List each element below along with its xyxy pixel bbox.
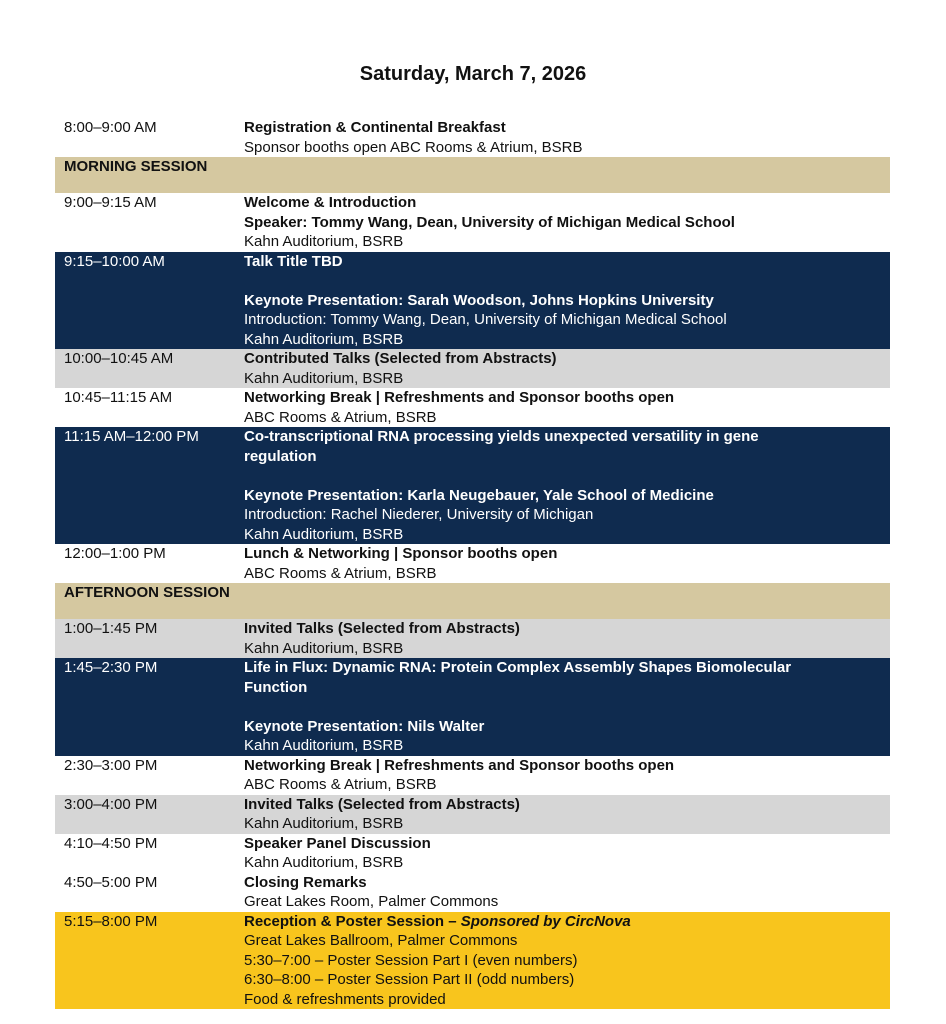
event-title: Networking Break | Refreshments and Sponsor booths open bbox=[244, 756, 675, 774]
time-cell: 1:45–2:30 PM bbox=[64, 659, 158, 676]
event-title: Lunch & Networking | Sponsor booths open bbox=[244, 545, 558, 562]
time-cell: 4:10–4:50 PM bbox=[64, 834, 158, 852]
schedule-row-networking-break-2 bbox=[55, 756, 890, 795]
time-cell: 12:00–1:00 PM bbox=[64, 545, 166, 562]
schedule-row-keynote-woodson bbox=[55, 252, 890, 350]
event-sponsor: Sponsored by CircNova bbox=[460, 912, 631, 930]
schedule-row-closing-remarks bbox=[55, 873, 890, 912]
event-title: Welcome & Introduction bbox=[244, 194, 417, 211]
event-title-line-2: regulation bbox=[244, 447, 317, 465]
schedule-row-reception bbox=[55, 912, 890, 1010]
event-location: Kahn Auditorium, BSRB bbox=[244, 525, 404, 543]
time-cell: 1:00–1:45 PM bbox=[64, 620, 158, 637]
poster-session-part-1: 5:30–7:00 – Poster Session Part I (even numbers) bbox=[244, 951, 578, 969]
event-introduction: Introduction: Tommy Wang, Dean, University of Michigan Medical School bbox=[244, 311, 727, 328]
time-cell: 4:50–5:00 PM bbox=[64, 873, 158, 891]
event-location: Sponsor booths open ABC Rooms & Atrium, BSRB bbox=[244, 138, 583, 156]
details-cell bbox=[244, 658, 890, 756]
event-title: Talk Title TBD bbox=[244, 252, 343, 270]
spacer bbox=[244, 271, 874, 291]
time-cell: 11:15 AM–12:00 PM bbox=[64, 428, 199, 445]
event-title-line-1: Life in Flux: Dynamic RNA: Protein Complex Assembly Shapes Biomolecular bbox=[244, 659, 792, 676]
spacer bbox=[244, 697, 874, 717]
schedule-row-invited-talks-2 bbox=[55, 795, 890, 834]
schedule-row-invited-talks-1 bbox=[55, 619, 890, 658]
time-cell: 10:00–10:45 AM bbox=[64, 350, 174, 367]
time-cell: 9:15–10:00 AM bbox=[64, 252, 165, 270]
event-location: Kahn Auditorium, BSRB bbox=[244, 639, 404, 657]
event-location: Kahn Auditorium, BSRB bbox=[244, 233, 404, 250]
event-location: Kahn Auditorium, BSRB bbox=[244, 369, 404, 387]
event-title: Networking Break | Refreshments and Sponsor booths open bbox=[244, 389, 675, 406]
schedule-row-keynote-neugebauer bbox=[55, 427, 890, 544]
schedule-row-networking-break-1 bbox=[55, 388, 890, 427]
details-cell bbox=[244, 427, 890, 544]
time-cell: 10:45–11:15 AM bbox=[64, 389, 173, 406]
details-cell bbox=[244, 756, 890, 795]
event-location: Kahn Auditorium, BSRB bbox=[244, 854, 404, 871]
details-cell bbox=[244, 619, 890, 658]
event-title-line-2: Function bbox=[244, 678, 308, 696]
time-cell: 8:00–9:00 AM bbox=[64, 119, 157, 136]
event-title: Registration & Continental Breakfast bbox=[244, 119, 506, 136]
schedule-row-panel-discussion bbox=[55, 834, 890, 873]
page-title: Saturday, March 7, 2026 bbox=[359, 63, 587, 85]
details-cell bbox=[244, 834, 890, 873]
event-title: Invited Talks (Selected from Abstracts) bbox=[244, 795, 520, 813]
event-speaker: Speaker: Tommy Wang, Dean, University of Michigan Medical School bbox=[244, 213, 735, 231]
event-location: Great Lakes Ballroom, Palmer Commons bbox=[244, 932, 518, 949]
event-title bbox=[244, 912, 874, 932]
event-title-line-1: Co-transcriptional RNA processing yields unexpected versatility in gene bbox=[244, 428, 759, 445]
afternoon-session-header: AFTERNOON SESSION bbox=[55, 583, 890, 619]
event-title: Closing Remarks bbox=[244, 873, 367, 891]
event-introduction: Introduction: Rachel Niederer, University of Michigan bbox=[244, 506, 594, 523]
event-title: Speaker Panel Discussion bbox=[244, 834, 431, 852]
event-title-text: Reception & Poster Session – bbox=[244, 912, 461, 930]
details-cell bbox=[244, 873, 890, 912]
poster-session-part-2: 6:30–8:00 – Poster Session Part II (odd numbers) bbox=[244, 971, 575, 988]
details-cell bbox=[244, 252, 890, 350]
schedule-row-lunch bbox=[55, 544, 890, 583]
event-location: ABC Rooms & Atrium, BSRB bbox=[244, 408, 437, 426]
details-cell bbox=[244, 349, 890, 388]
food-note: Food & refreshments provided bbox=[244, 990, 446, 1008]
event-title: Contributed Talks (Selected from Abstracts) bbox=[244, 350, 557, 367]
details-cell bbox=[244, 388, 890, 427]
schedule-row-contributed-talks bbox=[55, 349, 890, 388]
time-cell: 9:00–9:15 AM bbox=[64, 194, 157, 211]
event-location: Kahn Auditorium, BSRB bbox=[244, 815, 404, 832]
schedule-row-keynote-walter bbox=[55, 658, 890, 756]
details-cell bbox=[244, 912, 890, 1010]
event-title: Invited Talks (Selected from Abstracts) bbox=[244, 620, 520, 637]
schedule-row-registration bbox=[55, 118, 890, 157]
event-location: Great Lakes Room, Palmer Commons bbox=[244, 893, 499, 910]
spacer bbox=[244, 466, 874, 486]
event-location: ABC Rooms & Atrium, BSRB bbox=[244, 564, 437, 582]
event-keynote: Keynote Presentation: Nils Walter bbox=[244, 717, 485, 735]
event-keynote: Keynote Presentation: Sarah Woodson, Johns Hopkins University bbox=[244, 291, 714, 309]
schedule-row-welcome bbox=[55, 193, 890, 252]
schedule-table bbox=[55, 118, 890, 1009]
morning-session-header: MORNING SESSION bbox=[55, 157, 890, 193]
details-cell bbox=[244, 544, 890, 583]
event-location: Kahn Auditorium, BSRB bbox=[244, 737, 404, 754]
details-cell bbox=[244, 795, 890, 834]
details-cell bbox=[244, 118, 890, 157]
time-cell: 3:00–4:00 PM bbox=[64, 795, 158, 813]
event-location: Kahn Auditorium, BSRB bbox=[244, 330, 404, 348]
time-cell: 2:30–3:00 PM bbox=[64, 756, 158, 774]
details-cell bbox=[244, 193, 890, 252]
event-keynote: Keynote Presentation: Karla Neugebauer, Yale School of Medicine bbox=[244, 486, 714, 504]
time-cell: 5:15–8:00 PM bbox=[64, 912, 158, 930]
event-location: ABC Rooms & Atrium, BSRB bbox=[244, 776, 437, 793]
